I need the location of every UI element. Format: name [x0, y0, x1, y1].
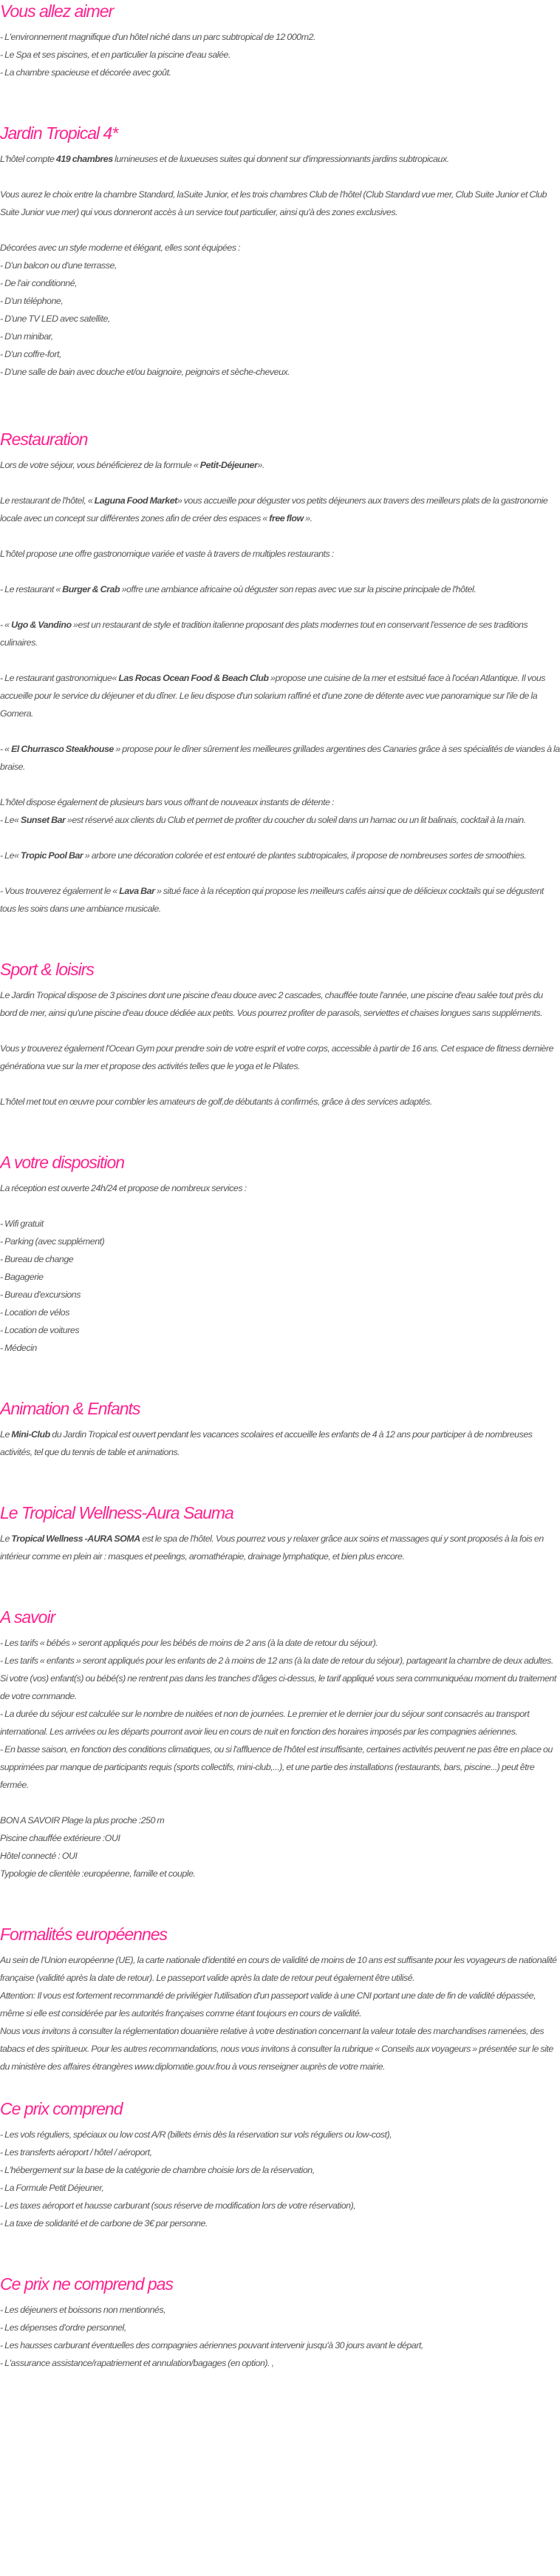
text: - «: [0, 744, 12, 754]
section-title: Vous allez aimer: [0, 1, 114, 21]
paragraph: - Parking (avec supplément): [0, 1236, 105, 1247]
paragraph: [0, 847, 560, 864]
paragraph: - Les transferts aéroport / hôtel / aéroport,: [0, 2147, 152, 2158]
blank-line: [0, 722, 560, 740]
section-title: Formalités européennes: [0, 1925, 168, 1944]
text: ».: [257, 460, 264, 470]
section-title: A votre disposition: [0, 1153, 125, 1172]
text: lumineuses et de luxueuses suites qui donnent sur d'impressionnants jardins subtropicaux.: [112, 154, 449, 164]
bold-text: free flow: [269, 513, 304, 523]
blank-line: [0, 474, 560, 492]
paragraph: - Les dépenses d'ordre personnel,: [0, 2322, 126, 2333]
paragraph: Décorées avec un style moderne et élégant, elles sont équipées :: [0, 243, 241, 253]
section-ce-prix-ne-comprend-pas: [0, 2273, 560, 2372]
paragraph: - L'assurance assistance/rapatriement et annulation/bagages (en option). ,: [0, 2358, 274, 2368]
section-jardin-tropical: [0, 122, 560, 381]
blank-line: [0, 527, 560, 545]
section-a-savoir: [0, 1606, 560, 1882]
paragraph: - D'une TV LED avec satellite,: [0, 313, 110, 324]
paragraph: - L'hébergement sur la base de la catégorie de chambre choisie lors de la réservation,: [0, 2165, 315, 2175]
text: - Le restaurant «: [0, 584, 63, 594]
blank-line: [0, 563, 560, 580]
paragraph: - D'un coffre-fort,: [0, 349, 62, 359]
paragraph: La réception est ouverte 24h/24 et propose de nombreux services :: [0, 1183, 247, 1193]
paragraph: - Les vols réguliers, spéciaux ou low cost A/R (billets émis dès la réservation sur vols réguliers ou low-cost),: [0, 2129, 392, 2140]
blank-line: [0, 651, 560, 669]
paragraph: Hôtel connecté : OUI: [0, 1851, 78, 1861]
text: Lors de votre séjour, vous bénéficierez de la formule «: [0, 460, 200, 470]
blank-line: [0, 864, 560, 882]
blank-line: [0, 1075, 560, 1093]
section-ce-prix-comprend: [0, 2098, 560, 2232]
blank-line: [0, 598, 560, 616]
paragraph: [0, 492, 560, 527]
section-restauration: [0, 428, 560, 918]
paragraph: - Bureau de change: [0, 1254, 74, 1264]
text: ».: [303, 513, 313, 523]
paragraph: - La Formule Petit Déjeuner,: [0, 2183, 104, 2193]
text: - Le restaurant gastronomique«: [0, 673, 119, 683]
paragraph: [0, 811, 560, 829]
text: Le: [0, 1429, 12, 1440]
text: »est réservé aux clients du Club et permet de profiter du coucher du soleil dans un hamac ou un lit balinais, cocktail à la main.: [65, 815, 526, 825]
bold-text: Mini-Club: [11, 1429, 50, 1440]
paragraph: Nous vous invitons à consulter la réglementation douanière relative à votre destination concernant la valeur totale des marchandises ramenées, des tabacs et des spiritueux. Pour les autres recommandations, nous vous invitons à consulter la rubrique « Conseils aux voyageurs » présentée sur le site du ministère des affaires étrangères www.diplomatie.gouv.frou à vous renseigner auprès de votre mairie.: [0, 2026, 553, 2072]
blank-line: [0, 168, 560, 186]
section-title: A savoir: [0, 1607, 55, 1627]
text: » situé face à la réception qui propose les meilleurs cafés ainsi que de délicieux cocktails qui se dégustent tous les soirs dans une ambiance musicale.: [0, 886, 544, 914]
paragraph: Vous aurez le choix entre la chambre Standard, laSuite Junior, et les trois chambres Club de l'hôtel (Club Standard vue mer, Club Suite Junior et Club Suite Junior vue mer) qui vous donneront accès à un service tout particulier, ainsi qu'à des zones exclusives.: [0, 189, 547, 217]
text: L'hôtel compte: [0, 154, 56, 164]
paragraph: Typologie de clientèle :européenne, famille et couple.: [0, 1868, 196, 1879]
blank-line: [0, 1794, 560, 1811]
paragraph: [0, 616, 560, 651]
text: du Jardin Tropical est ouvert pendant les vacances scolaires et accueille les enfants de 4 à 12 ans pour participer à de nombreuses activités, tel que du tennis de table et animations.: [0, 1429, 533, 1457]
bold-text: Tropic Pool Bar: [21, 850, 83, 861]
text: » propose pour le dîner sûrement les meilleures grillades argentines des Canaries grâce à ses spécialités de viandes à la braise.: [0, 744, 560, 772]
text: - Le«: [0, 815, 21, 825]
text: est le spa de l'hôtel. Vous pourrez vous y relaxer grâce aux soins et massages qui y sont proposés à la fois en intérieur comme en plein air : masques et peelings, aromathérapie, drainage lymphatique, et bien plus encore.: [0, 1533, 544, 1562]
bold-text: Las Rocas Ocean Food & Beach Club: [118, 673, 269, 683]
bold-text: Sunset Bar: [21, 815, 66, 825]
paragraph: - Location de vélos: [0, 1307, 69, 1318]
section-title: Ce prix comprend: [0, 2099, 123, 2118]
paragraph: - En basse saison, en fonction des conditions climatiques, ou si l'affluence de l'hôtel est insuffisante, certaines activités peuvent ne pas être en place ou supprimées par manque de participants requis (sports collectifs, mini-club,...), et une partie des installations (restaurants, bars, piscine...) peut être fermée.: [0, 1744, 553, 1790]
paragraph: - La durée du séjour est calculée sur le nombre de nuitées et non de journées. Le premier et le dernier jour du séjour sont consacrés au transport international. Les arrivées ou les départs pourront avoir lieu en cours de nuit en fonction des horaires imposés par les compagnies aériennes.: [0, 1709, 530, 1737]
paragraph: L'hôtel met tout en œuvre pour combler les amateurs de golf,de débutants à confirmés, grâce à des services adaptés.: [0, 1097, 432, 1107]
bold-text: 419 chambres: [55, 154, 113, 164]
paragraph: Vous y trouverez également l'Ocean Gym pour prendre soin de votre esprit et votre corps, accessible à partir de 16 ans. Cet espace de fitness dernière générationa vue sur la mer et propose des activités telles que le yoga et le Pilates.: [0, 1043, 554, 1071]
blank-line: [0, 1022, 560, 1040]
paragraph: Au sein de l'Union européenne (UE), la carte nationale d'identité en cours de validité de moins de 10 ans est suffisante pour les voyageurs de nationalité française (validité après la date de retour). Le passeport valide après la date de retour peut également être utilisé.: [0, 1955, 557, 1983]
bold-text: Tropical Wellness -AURA SOMA: [11, 1533, 140, 1544]
paragraph: - De l'air conditionné,: [0, 278, 78, 288]
paragraph: - D'un minibar,: [0, 331, 53, 342]
text: - «: [0, 620, 12, 630]
text: » arbore une décoration colorée et est entouré de plantes subtropicales, il propose de nombreuses sortes de smoothies.: [83, 850, 527, 861]
bold-text: Petit-Déjeuner: [199, 460, 258, 470]
bold-text: Laguna Food Market: [94, 495, 177, 506]
paragraph: - Le Spa et ses piscines, et en particulier la piscine d'eau salée.: [0, 50, 231, 60]
blank-line: [0, 221, 560, 239]
paragraph: [0, 1530, 560, 1565]
paragraph: - D'un balcon ou d'une terrasse,: [0, 260, 117, 271]
paragraph: L'hôtel propose une offre gastronomique variée et vaste à travers de multiples restaurants :: [0, 549, 334, 559]
text: - Vous trouverez également le «: [0, 886, 120, 896]
paragraph: Le Jardin Tropical dispose de 3 piscines dont une piscine d'eau douce avec 2 cascades, chauffée toute l'année, une piscine d'eau salée tout près du bord de mer, ainsi qu'une piscine d'eau douce dédiée aux petits. Vous pourrez profiter de parasols, serviettes et chaises longues sans suppléments.: [0, 990, 543, 1018]
text: »propose une cuisine de la mer et estsitué face à l'océan Atlantique. Il vous accueille pour le service du déjeuner et du dîner. Le lieu dispose d'un solarium raffiné et d'une zone de détente avec vue panoramique sur l'ile de la Gomera.: [0, 673, 546, 719]
section-title: Jardin Tropical 4*: [0, 123, 118, 143]
text: - Le«: [0, 850, 21, 861]
paragraph: L'hôtel dispose également de plusieurs bars vous offrant de nouveaux instants de détente :: [0, 797, 335, 807]
section-animation-enfants: [0, 1397, 560, 1461]
bold-text: Ugo & Vandino: [11, 620, 72, 630]
paragraph: - La chambre spacieuse et décorée avec goût.: [0, 67, 171, 78]
section-sport-loisirs: [0, 958, 560, 1111]
paragraph: - Bagagerie: [0, 1272, 44, 1282]
paragraph: [0, 456, 560, 474]
paragraph: [0, 882, 560, 918]
section-title: Restauration: [0, 430, 88, 449]
paragraph: [0, 740, 560, 776]
paragraph: - D'un téléphone,: [0, 296, 64, 306]
bold-text: Lava Bar: [119, 886, 155, 896]
text: Le: [0, 1533, 12, 1544]
paragraph: - Les tarifs « enfants » seront appliqués pour les enfants de 2 à moins de 12 ans (à la date de retour du séjour), partageant la chambre de deux adultes. Si votre (vos) enfant(s) ou bébé(s) ne rentrent pas dans les tranches d'âges ci-dessus, le tarif appliqué vous sera communiquéau moment du traitement de votre commande.: [0, 1655, 556, 1701]
paragraph: - Wifi gratuit: [0, 1218, 44, 1229]
text: » vous accueille pour déguster vos petits déjeuners aux travers des meilleurs plats de la gastronomie locale avec un concept sur différentes zones afin de créer des espaces «: [0, 495, 548, 523]
blank-line: [0, 776, 560, 793]
text: Le restaurant de l'hôtel, «: [0, 495, 95, 506]
section-title: Animation & Enfants: [0, 1399, 140, 1418]
paragraph: - Les hausses carburant éventuelles des compagnies aériennes pouvant intervenir jusqu'à 30 jours avant le départ,: [0, 2340, 423, 2350]
section-title: Ce prix ne comprend pas: [0, 2274, 173, 2294]
paragraph: [0, 150, 560, 168]
bold-text: Burger & Crab: [62, 584, 120, 594]
blank-line: [0, 829, 560, 847]
paragraph: - Les taxes aéroport et hausse carburant (sous réserve de modification lors de votre réservation),: [0, 2200, 356, 2211]
text: »offre une ambiance africaine où déguster son repas avec vue sur la piscine principale de l'hôtel.: [120, 584, 477, 594]
paragraph: - Location de voitures: [0, 1325, 80, 1335]
paragraph: - Les tarifs « bébés » seront appliqués pour les bébés de moins de 2 ans (à la date de retour du séjour).: [0, 1638, 378, 1648]
paragraph: - Bureau d'excursions: [0, 1289, 81, 1300]
paragraph: [0, 580, 560, 598]
paragraph: - Les déjeuners et boissons non mentionnés,: [0, 2305, 166, 2315]
text: »est un restaurant de style et tradition italienne proposant des plats modernes tout en conservant l'essence de ses traditions culinaires.: [0, 620, 528, 648]
paragraph: [0, 669, 560, 722]
section-formalites-europeennes: [0, 1923, 560, 2075]
paragraph: - La taxe de solidarité et de carbone de 3€ par personne.: [0, 2218, 208, 2228]
paragraph: - Médecin: [0, 1343, 37, 1353]
section-title: Sport & loisirs: [0, 960, 94, 979]
paragraph: BON A SAVOIR Plage la plus proche :250 m: [0, 1815, 165, 1826]
paragraph: Piscine chauffée extérieure :OUI: [0, 1833, 120, 1843]
section-title: Le Tropical Wellness-Aura Sauma: [0, 1503, 233, 1522]
paragraph: [0, 1426, 560, 1461]
paragraph: - L'environnement magnifique d'un hôtel niché dans un parc subtropical de 12 000m2.: [0, 32, 316, 42]
section-tropical-wellness: [0, 1502, 560, 1565]
paragraph: Attention: Il vous est fortement recommandé de privilégier l'utilisation d'un passeport valide à une CNI portant une date de fin de validité dépassée, même si elle est considérée par les autorités françaises comme étant toujours en cours de validité.: [0, 1990, 536, 2019]
bold-text: El Churrasco Steakhouse: [11, 744, 114, 754]
blank-line: [0, 1197, 560, 1215]
section-a-votre-disposition: [0, 1151, 560, 1357]
section-vous-allez-aimer: [0, 0, 560, 81]
paragraph: - D'une salle de bain avec douche et/ou baignoire, peignoirs et sèche-cheveux.: [0, 367, 290, 377]
